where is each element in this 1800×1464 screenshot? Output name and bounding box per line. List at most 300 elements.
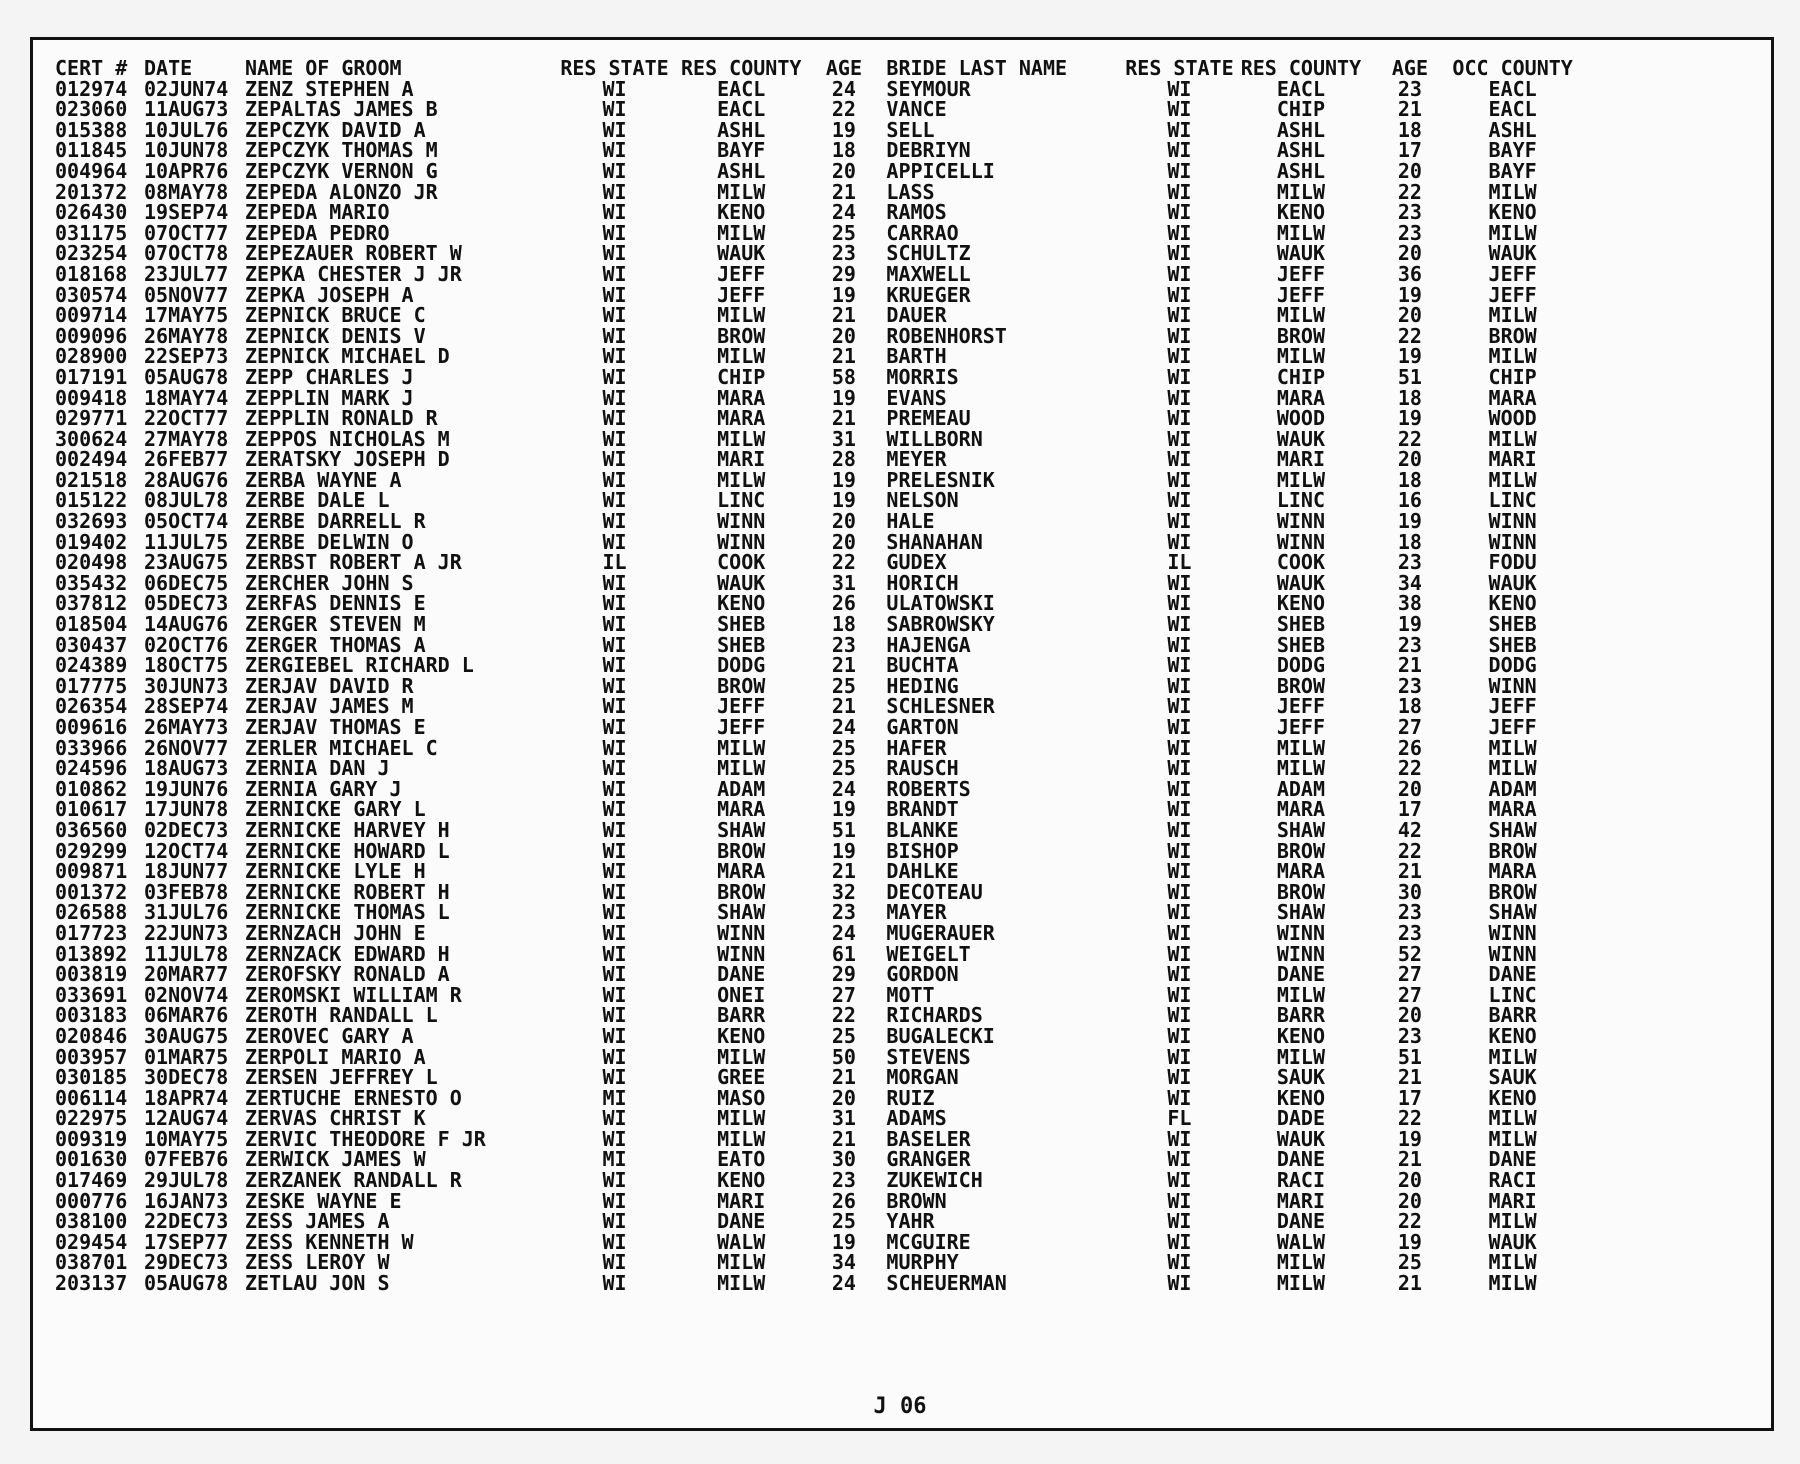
- table-row: [55, 470, 1573, 491]
- table-row: [55, 1170, 1573, 1191]
- bride-name-cell: SEYMOUR: [886, 78, 971, 100]
- table-row: [55, 593, 1573, 614]
- groom-age-cell: 32: [831, 881, 856, 903]
- cert-number-cell: 037812: [55, 593, 128, 615]
- groom-age-cell: 26: [831, 1190, 856, 1212]
- groom-county-cell: BAYF: [717, 140, 766, 161]
- bride-age-cell: 52: [1397, 943, 1422, 965]
- groom-age-cell: 50: [831, 1046, 856, 1068]
- groom-age-cell: 19: [831, 840, 856, 862]
- groom-state-cell: WI: [602, 572, 627, 594]
- groom-state-cell: WI: [602, 881, 627, 903]
- bride-name-cell: MAXWELL: [886, 263, 971, 285]
- bride-age-cell: 22: [1397, 325, 1422, 347]
- bride-county-cell: MARA: [1276, 799, 1325, 820]
- table-row: [55, 1129, 1573, 1150]
- bride-age-cell: 20: [1397, 449, 1422, 470]
- groom-age-cell: 21: [831, 1067, 856, 1088]
- bride-state-cell: WI: [1167, 840, 1192, 862]
- bride-name-cell: RUIZ: [886, 1087, 935, 1109]
- cert-number-cell: 010617: [55, 799, 128, 820]
- bride-state-cell: WI: [1167, 1252, 1192, 1274]
- bride-age-cell: 22: [1397, 428, 1422, 450]
- date-cell: 08MAY78: [144, 181, 229, 203]
- occ-county-cell: MILW: [1488, 1211, 1537, 1232]
- groom-name-cell: ZERWICK JAMES W: [245, 1149, 426, 1171]
- bride-county-cell: WALW: [1276, 1231, 1325, 1253]
- bride-state-cell: WI: [1167, 799, 1192, 820]
- bride-county-cell: BROW: [1276, 325, 1325, 347]
- groom-state-cell: WI: [602, 717, 627, 738]
- groom-age-cell: 24: [831, 922, 856, 944]
- bride-state-cell: WI: [1167, 1170, 1192, 1191]
- date-cell: 05OCT74: [144, 511, 229, 532]
- table-row: [55, 1211, 1573, 1232]
- occ-county-cell: SHAW: [1488, 902, 1537, 923]
- bride-age-cell: 21: [1397, 861, 1422, 882]
- bride-state-cell: WI: [1167, 655, 1192, 676]
- groom-age-cell: 25: [831, 737, 856, 759]
- groom-name-cell: ZERNZACH JOHN E: [245, 922, 426, 944]
- groom-state-cell: WI: [602, 675, 627, 697]
- date-cell: 14AUG76: [144, 614, 229, 635]
- date-cell: 16JAN73: [144, 1190, 229, 1212]
- date-cell: 10MAY75: [144, 1128, 229, 1150]
- bride-county-cell: BROW: [1276, 840, 1325, 862]
- bride-name-cell: RAMOS: [886, 202, 947, 223]
- occ-county-cell: JEFF: [1488, 284, 1537, 306]
- bride-state-cell: WI: [1167, 531, 1192, 553]
- header-row: [55, 58, 1573, 79]
- groom-age-cell: 21: [831, 181, 856, 203]
- groom-state-cell: MI: [602, 1149, 627, 1171]
- date-cell: 18APR74: [144, 1087, 229, 1109]
- bride-state-cell: WI: [1167, 717, 1192, 738]
- date-cell: 17SEP77: [144, 1231, 229, 1253]
- occ-county-cell: DANE: [1488, 1149, 1537, 1171]
- groom-state-cell: WI: [602, 819, 627, 841]
- bride-age-cell: 17: [1397, 799, 1422, 820]
- groom-age-cell: 19: [831, 119, 856, 141]
- bride-age-cell: 19: [1397, 408, 1422, 429]
- date-cell: 11JUL75: [144, 531, 229, 553]
- groom-county-cell: WINN: [717, 511, 766, 532]
- groom-county-cell: MILW: [717, 1128, 766, 1150]
- groom-state-cell: WI: [602, 325, 627, 347]
- bride-name-cell: MORGAN: [886, 1067, 959, 1088]
- groom-age-cell: 21: [831, 1128, 856, 1150]
- groom-age-cell: 19: [831, 387, 856, 409]
- bride-county-cell: MILW: [1276, 222, 1325, 244]
- bride-age-cell: 19: [1397, 1231, 1422, 1253]
- groom-name-cell: ZERNZACK EDWARD H: [245, 943, 450, 965]
- groom-name-cell: ZERTUCHE ERNESTO O: [245, 1087, 462, 1109]
- bride-county-cell: WAUK: [1276, 1128, 1325, 1150]
- groom-age-cell: 23: [831, 902, 856, 923]
- cert-number-cell: 031175: [55, 222, 128, 244]
- occ-county-cell: LINC: [1488, 984, 1537, 1006]
- table-row: [55, 120, 1573, 141]
- groom-name-cell: ZERZANEK RANDALL R: [245, 1170, 462, 1191]
- groom-county-cell: MARA: [717, 799, 766, 820]
- groom-county-cell: EACL: [717, 99, 766, 120]
- cert-number-cell: 003957: [55, 1046, 128, 1068]
- marriage-records-table: [55, 58, 1573, 1294]
- groom-county-cell: ADAM: [717, 778, 766, 800]
- groom-age-cell: 25: [831, 675, 856, 697]
- occ-county-cell: KENO: [1488, 202, 1537, 223]
- bride-county-cell: WINN: [1276, 531, 1325, 553]
- date-cell: 17JUN78: [144, 799, 229, 820]
- groom-county-cell: MARA: [717, 408, 766, 429]
- groom-state-cell: WI: [602, 1067, 627, 1088]
- groom-county-cell: KENO: [717, 1025, 766, 1047]
- groom-age-cell: 24: [831, 202, 856, 223]
- groom-state-cell: WI: [602, 469, 627, 491]
- groom-age-cell: 18: [831, 140, 856, 161]
- groom-county-cell: SHAW: [717, 819, 766, 841]
- table-row: [55, 841, 1573, 862]
- bride-state-cell: WI: [1167, 572, 1192, 594]
- groom-name-cell: ZEPPOS NICHOLAS M: [245, 428, 450, 450]
- occ-county-cell: MILW: [1488, 1108, 1537, 1129]
- groom-county-cell: SHAW: [717, 902, 766, 923]
- bride-age-cell: 21: [1397, 1273, 1422, 1294]
- groom-name-cell: ZERNIA GARY J: [245, 778, 402, 800]
- bride-state-cell: WI: [1167, 449, 1192, 470]
- page-number: J 06: [873, 1394, 927, 1419]
- bride-name-cell: BUCHTA: [886, 655, 959, 676]
- bride-county-cell: WAUK: [1276, 428, 1325, 450]
- bride-age-cell: 20: [1397, 778, 1422, 800]
- bride-state-cell: WI: [1167, 1273, 1192, 1294]
- groom-name-cell: ZEPCZYK THOMAS M: [245, 140, 438, 161]
- bride-county-cell: MILW: [1276, 1252, 1325, 1274]
- groom-county-cell: DANE: [717, 964, 766, 985]
- bride-age-cell: 20: [1397, 305, 1422, 326]
- occ-county-cell: SHEB: [1488, 634, 1537, 656]
- cert-number-cell: 009871: [55, 861, 128, 882]
- bride-state-cell: WI: [1167, 1128, 1192, 1150]
- date-cell: 06MAR76: [144, 1005, 229, 1026]
- bride-state-cell: WI: [1167, 614, 1192, 635]
- occ-county-cell: MILW: [1488, 1273, 1537, 1294]
- groom-age-cell: 27: [831, 984, 856, 1006]
- groom-name-cell: ZEPP CHARLES J: [245, 366, 414, 388]
- header-bride-county: RES COUNTY: [1240, 58, 1362, 79]
- groom-age-cell: 31: [831, 1108, 856, 1129]
- bride-name-cell: MURPHY: [886, 1252, 959, 1274]
- bride-name-cell: MEYER: [886, 449, 947, 470]
- date-cell: 12OCT74: [144, 840, 229, 862]
- groom-state-cell: WI: [602, 346, 627, 367]
- occ-county-cell: ADAM: [1488, 778, 1537, 800]
- groom-county-cell: WINN: [717, 922, 766, 944]
- bride-name-cell: HEDING: [886, 675, 959, 697]
- groom-name-cell: ZEROVEC GARY A: [245, 1025, 414, 1047]
- groom-state-cell: WI: [602, 531, 627, 553]
- cert-number-cell: 009418: [55, 387, 128, 409]
- table-row: [55, 738, 1573, 759]
- bride-name-cell: SCHLESNER: [886, 696, 995, 717]
- groom-county-cell: MILW: [717, 737, 766, 759]
- bride-name-cell: ULATOWSKI: [886, 593, 995, 615]
- bride-age-cell: 20: [1397, 1005, 1422, 1026]
- occ-county-cell: KENO: [1488, 1025, 1537, 1047]
- bride-age-cell: 20: [1397, 243, 1422, 264]
- occ-county-cell: KENO: [1488, 1087, 1537, 1109]
- occ-county-cell: MARA: [1488, 799, 1537, 820]
- bride-state-cell: WI: [1167, 881, 1192, 903]
- table-row: [55, 696, 1573, 717]
- table-row: [55, 573, 1573, 594]
- bride-state-cell: WI: [1167, 1190, 1192, 1212]
- groom-name-cell: ZERPOLI MARIO A: [245, 1046, 426, 1068]
- table-row: [55, 326, 1573, 347]
- cert-number-cell: 018168: [55, 263, 128, 285]
- bride-state-cell: WI: [1167, 1067, 1192, 1088]
- bride-state-cell: WI: [1167, 284, 1192, 306]
- header-cert: CERT #: [55, 58, 128, 79]
- bride-county-cell: SAUK: [1276, 1067, 1325, 1088]
- table-row: [55, 1191, 1573, 1212]
- date-cell: 11JUL78: [144, 943, 229, 965]
- groom-state-cell: IL: [602, 552, 627, 573]
- groom-name-cell: ZERGER STEVEN M: [245, 614, 426, 635]
- occ-county-cell: WINN: [1488, 531, 1537, 553]
- cert-number-cell: 015388: [55, 119, 128, 141]
- groom-county-cell: MARA: [717, 387, 766, 409]
- groom-county-cell: DODG: [717, 655, 766, 676]
- table-row: [55, 140, 1573, 161]
- bride-name-cell: DAUER: [886, 305, 947, 326]
- groom-age-cell: 25: [831, 1025, 856, 1047]
- groom-name-cell: ZEPEDA MARIO: [245, 202, 390, 223]
- bride-state-cell: WI: [1167, 140, 1192, 161]
- occ-county-cell: SHAW: [1488, 819, 1537, 841]
- bride-name-cell: BASELER: [886, 1128, 971, 1150]
- bride-state-cell: WI: [1167, 964, 1192, 985]
- groom-name-cell: ZEPCZYK DAVID A: [245, 119, 426, 141]
- groom-age-cell: 19: [831, 490, 856, 512]
- bride-name-cell: BRANDT: [886, 799, 959, 820]
- bride-state-cell: WI: [1167, 263, 1192, 285]
- bride-county-cell: JEFF: [1276, 717, 1325, 738]
- bride-state-cell: WI: [1167, 1025, 1192, 1047]
- table-row: [55, 429, 1573, 450]
- header-groom-age: AGE: [825, 58, 862, 79]
- header-groom-county: RES COUNTY: [681, 58, 802, 79]
- bride-county-cell: DADE: [1276, 1108, 1325, 1129]
- bride-age-cell: 38: [1397, 593, 1422, 615]
- bride-county-cell: SHEB: [1276, 634, 1325, 656]
- groom-age-cell: 30: [831, 1149, 856, 1171]
- occ-county-cell: BARR: [1488, 1005, 1537, 1026]
- cert-number-cell: 001372: [55, 881, 128, 903]
- cert-number-cell: 021518: [55, 469, 128, 491]
- occ-county-cell: CHIP: [1488, 366, 1537, 388]
- groom-name-cell: ZERNIA DAN J: [245, 758, 390, 779]
- bride-name-cell: GUDEX: [886, 552, 947, 573]
- cert-number-cell: 013892: [55, 943, 128, 965]
- bride-county-cell: JEFF: [1276, 284, 1325, 306]
- table-row: [55, 264, 1573, 285]
- date-cell: 10JUL76: [144, 119, 229, 141]
- groom-state-cell: WI: [602, 263, 627, 285]
- bride-county-cell: KENO: [1276, 1025, 1325, 1047]
- record-body: [55, 79, 1573, 1294]
- bride-age-cell: 26: [1397, 737, 1422, 759]
- bride-county-cell: JEFF: [1276, 696, 1325, 717]
- cert-number-cell: 032693: [55, 511, 128, 532]
- groom-name-cell: ZEPNICK BRUCE C: [245, 305, 426, 326]
- groom-name-cell: ZEPPLIN MARK J: [245, 387, 414, 409]
- groom-state-cell: WI: [602, 160, 627, 182]
- bride-name-cell: MORRIS: [886, 366, 959, 388]
- occ-county-cell: MARA: [1488, 861, 1537, 882]
- table-row: [55, 779, 1573, 800]
- bride-name-cell: WILLBORN: [886, 428, 983, 450]
- groom-county-cell: BROW: [717, 840, 766, 862]
- cert-number-cell: 203137: [55, 1273, 128, 1294]
- groom-age-cell: 25: [831, 222, 856, 244]
- bride-age-cell: 18: [1397, 119, 1422, 141]
- groom-age-cell: 24: [831, 717, 856, 738]
- date-cell: 02DEC73: [144, 819, 229, 841]
- groom-age-cell: 20: [831, 160, 856, 182]
- bride-age-cell: 18: [1397, 387, 1422, 409]
- bride-state-cell: WI: [1167, 78, 1192, 100]
- bride-state-cell: WI: [1167, 1046, 1192, 1068]
- bride-age-cell: 42: [1397, 819, 1422, 841]
- occ-county-cell: WAUK: [1488, 1231, 1537, 1253]
- bride-county-cell: WINN: [1276, 922, 1325, 944]
- bride-county-cell: WINN: [1276, 511, 1325, 532]
- cert-number-cell: 030574: [55, 284, 128, 306]
- date-cell: 28AUG76: [144, 469, 229, 491]
- date-cell: 06DEC75: [144, 572, 229, 594]
- date-cell: 17MAY75: [144, 305, 229, 326]
- groom-age-cell: 23: [831, 1170, 856, 1191]
- cert-number-cell: 017723: [55, 922, 128, 944]
- table-row: [55, 902, 1573, 923]
- bride-name-cell: YAHR: [886, 1211, 935, 1232]
- date-cell: 22SEP73: [144, 346, 229, 367]
- bride-county-cell: DANE: [1276, 964, 1325, 985]
- occ-county-cell: MILW: [1488, 737, 1537, 759]
- bride-age-cell: 27: [1397, 984, 1422, 1006]
- groom-county-cell: WAUK: [717, 243, 766, 264]
- bride-county-cell: ASHL: [1276, 119, 1325, 141]
- occ-county-cell: MARA: [1488, 387, 1537, 409]
- groom-name-cell: ZERBST ROBERT A JR: [245, 552, 462, 573]
- date-cell: 10JUN78: [144, 140, 229, 161]
- table-row: [55, 985, 1573, 1006]
- groom-county-cell: BROW: [717, 675, 766, 697]
- groom-county-cell: ASHL: [717, 119, 766, 141]
- groom-age-cell: 22: [831, 552, 856, 573]
- bride-state-cell: WI: [1167, 222, 1192, 244]
- occ-county-cell: MILW: [1488, 1252, 1537, 1274]
- bride-name-cell: WEIGELT: [886, 943, 971, 965]
- bride-state-cell: WI: [1167, 366, 1192, 388]
- bride-state-cell: WI: [1167, 1149, 1192, 1171]
- cert-number-cell: 002494: [55, 449, 128, 470]
- table-row: [55, 346, 1573, 367]
- groom-name-cell: ZEPEDA ALONZO JR: [245, 181, 438, 203]
- bride-county-cell: MARI: [1276, 1190, 1325, 1212]
- groom-age-cell: 28: [831, 449, 856, 470]
- groom-age-cell: 19: [831, 799, 856, 820]
- bride-county-cell: KENO: [1276, 1087, 1325, 1109]
- bride-county-cell: LINC: [1276, 490, 1325, 512]
- occ-county-cell: WINN: [1488, 943, 1537, 965]
- bride-county-cell: WAUK: [1276, 572, 1325, 594]
- cert-number-cell: 003819: [55, 964, 128, 985]
- bride-state-cell: WI: [1167, 984, 1192, 1006]
- bride-county-cell: DODG: [1276, 655, 1325, 676]
- groom-age-cell: 24: [831, 778, 856, 800]
- bride-name-cell: MOTT: [886, 984, 935, 1006]
- bride-age-cell: 20: [1397, 1190, 1422, 1212]
- groom-state-cell: WI: [602, 1190, 627, 1212]
- groom-name-cell: ZEPKA CHESTER J JR: [245, 263, 462, 285]
- bride-age-cell: 23: [1397, 675, 1422, 697]
- bride-state-cell: WI: [1167, 119, 1192, 141]
- date-cell: 05AUG78: [144, 366, 229, 388]
- table-row: [55, 367, 1573, 388]
- table-row: [55, 1149, 1573, 1170]
- bride-age-cell: 21: [1397, 1067, 1422, 1088]
- groom-name-cell: ZERVAS CHRIST K: [245, 1108, 426, 1129]
- occ-county-cell: DODG: [1488, 655, 1537, 676]
- bride-name-cell: GORDON: [886, 964, 959, 985]
- occ-county-cell: BROW: [1488, 840, 1537, 862]
- bride-state-cell: WI: [1167, 408, 1192, 429]
- occ-county-cell: EACL: [1488, 99, 1537, 120]
- cert-number-cell: 038701: [55, 1252, 128, 1274]
- bride-age-cell: 51: [1397, 1046, 1422, 1068]
- occ-county-cell: BAYF: [1488, 140, 1537, 161]
- cert-number-cell: 020498: [55, 552, 128, 573]
- bride-county-cell: ASHL: [1276, 160, 1325, 182]
- bride-name-cell: NELSON: [886, 490, 959, 512]
- bride-county-cell: COOK: [1276, 552, 1325, 573]
- cert-number-cell: 009714: [55, 305, 128, 326]
- bride-age-cell: 19: [1397, 284, 1422, 306]
- occ-county-cell: LINC: [1488, 490, 1537, 512]
- bride-age-cell: 17: [1397, 1087, 1422, 1109]
- bride-state-cell: WI: [1167, 181, 1192, 203]
- groom-state-cell: WI: [602, 1273, 627, 1294]
- date-cell: 03FEB78: [144, 881, 229, 903]
- groom-county-cell: EACL: [717, 78, 766, 100]
- occ-county-cell: MILW: [1488, 181, 1537, 203]
- date-cell: 22OCT77: [144, 408, 229, 429]
- date-cell: 02OCT76: [144, 634, 229, 656]
- bride-age-cell: 22: [1397, 181, 1422, 203]
- groom-age-cell: 25: [831, 1211, 856, 1232]
- bride-name-cell: KRUEGER: [886, 284, 971, 306]
- bride-state-cell: WI: [1167, 346, 1192, 367]
- groom-state-cell: WI: [602, 1128, 627, 1150]
- date-cell: 12AUG74: [144, 1108, 229, 1129]
- groom-state-cell: WI: [602, 202, 627, 223]
- groom-age-cell: 19: [831, 1231, 856, 1253]
- groom-county-cell: JEFF: [717, 284, 766, 306]
- bride-county-cell: BROW: [1276, 675, 1325, 697]
- table-row: [55, 923, 1573, 944]
